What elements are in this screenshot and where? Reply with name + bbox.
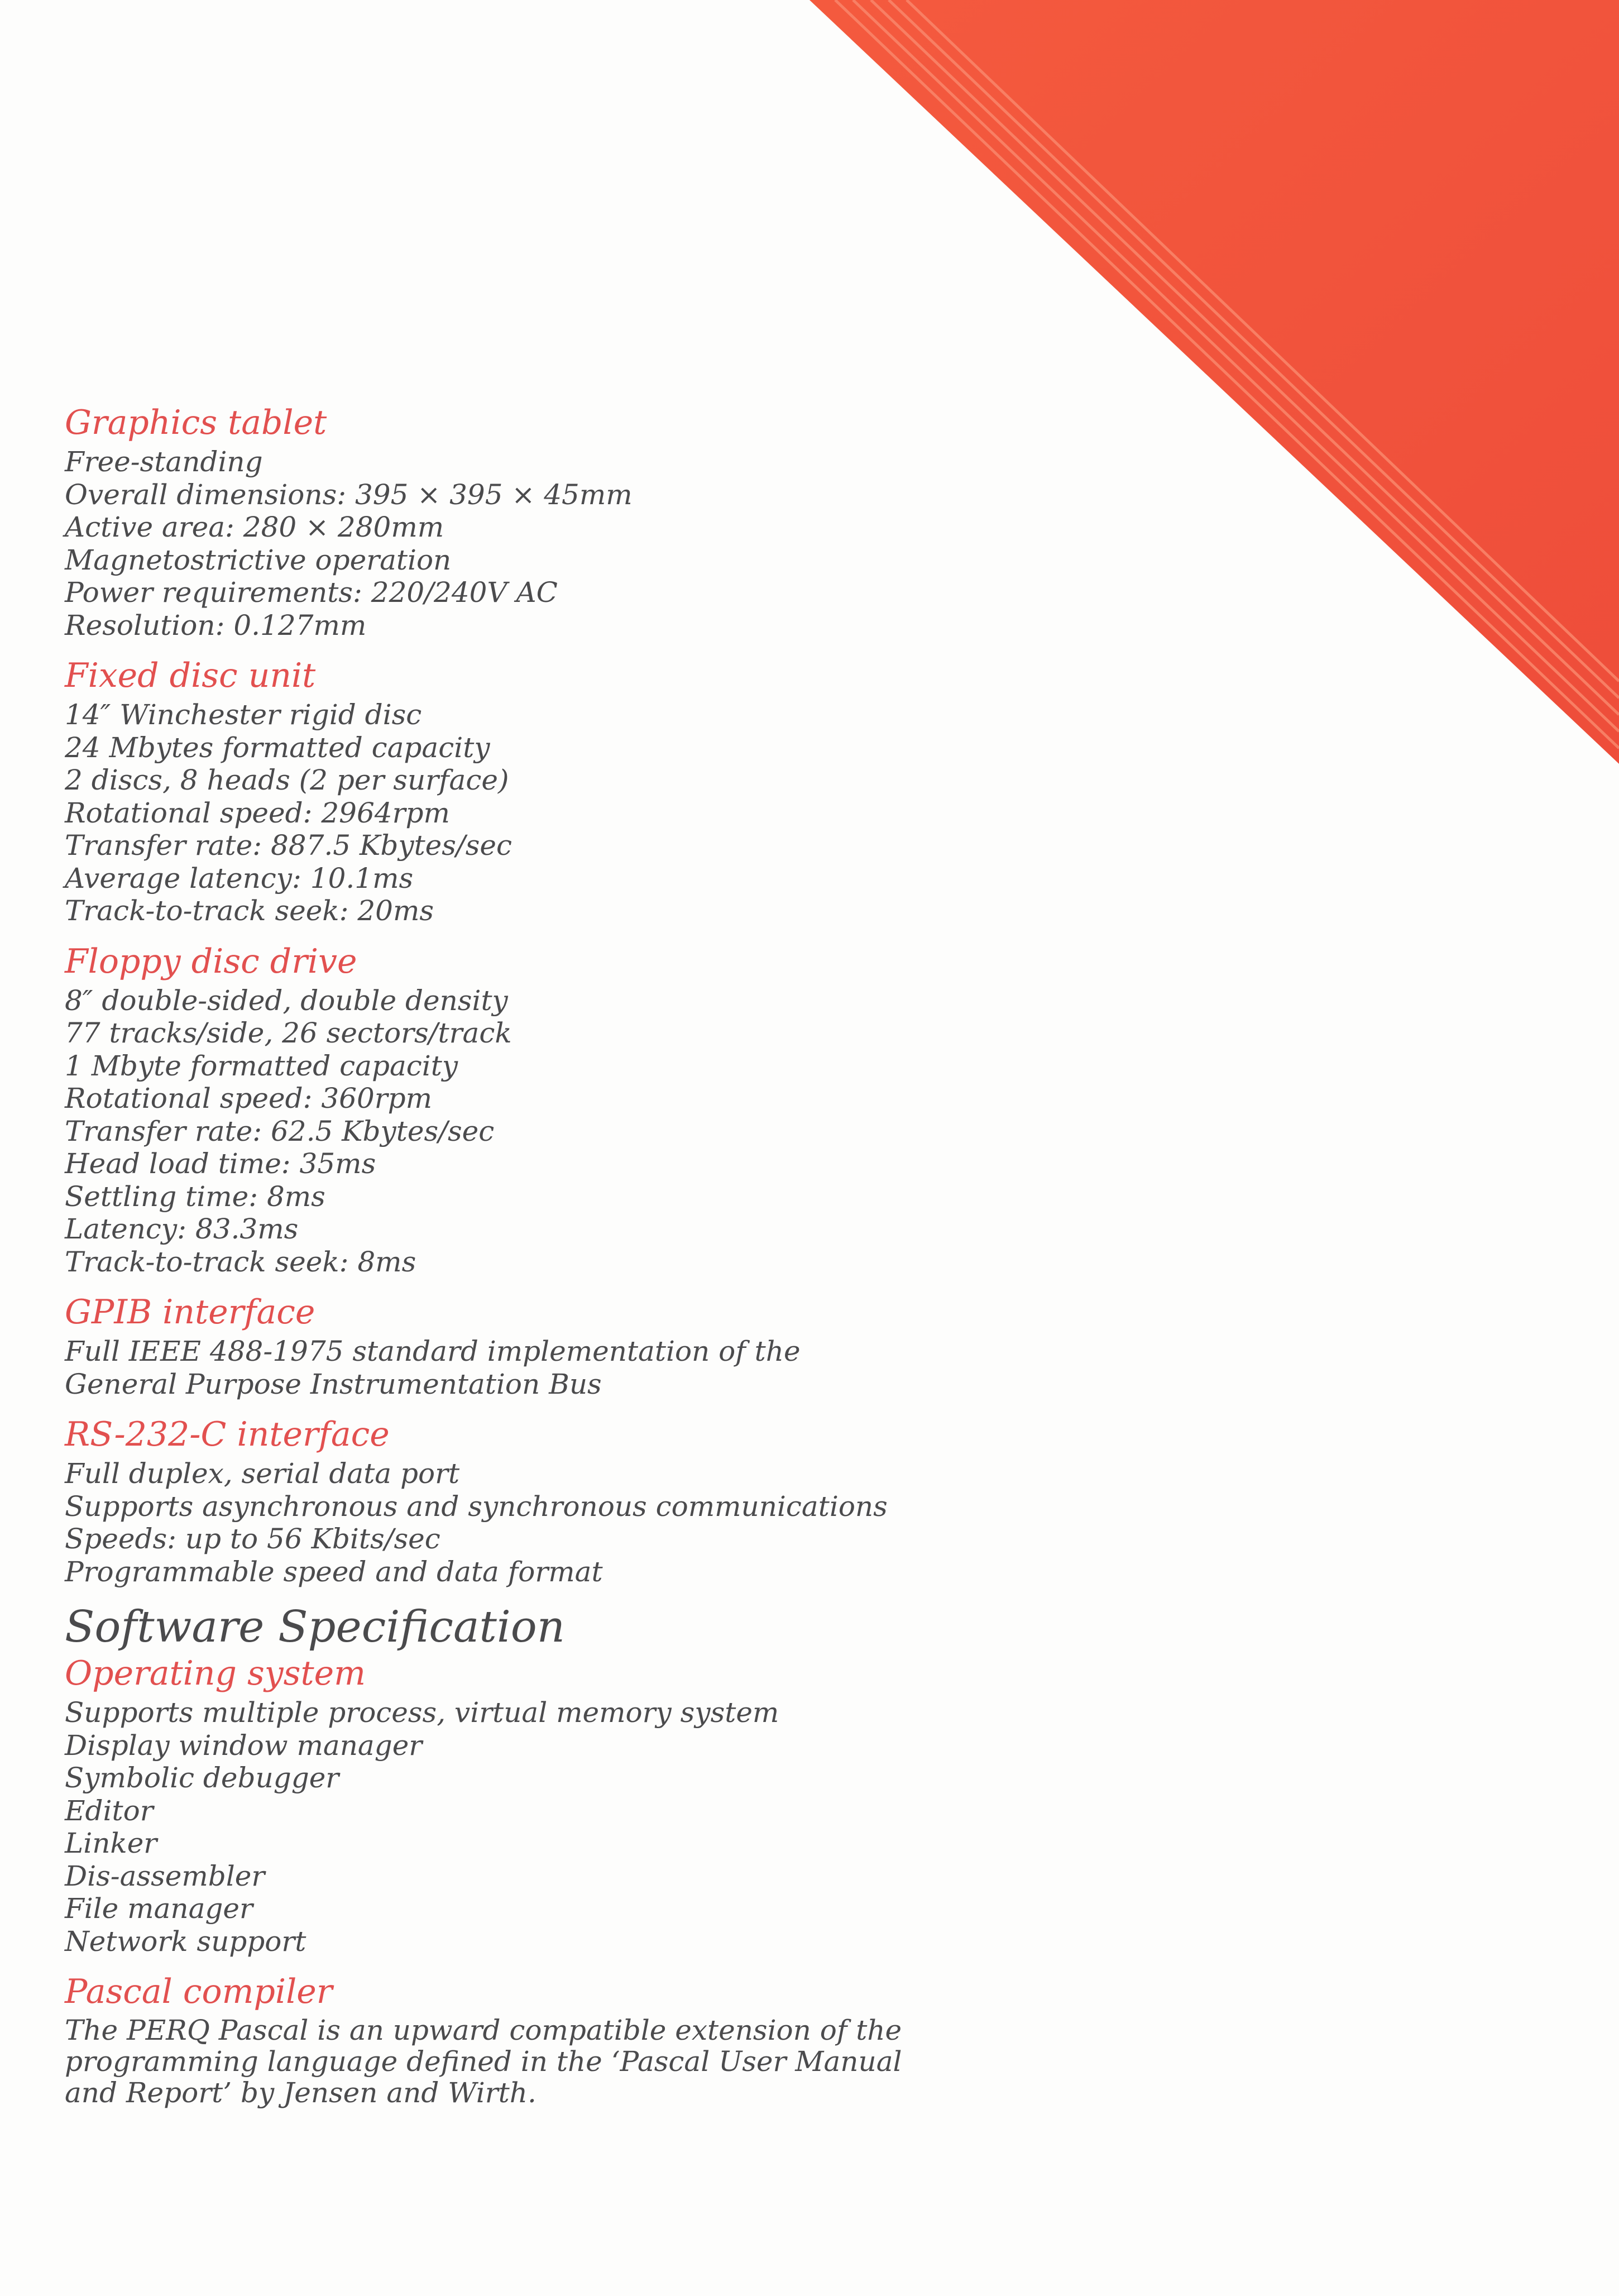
gpib-interface-heading: GPIB interface <box>65 1293 315 1332</box>
specification-content <box>65 400 902 2108</box>
gpib-interface-section <box>65 1289 902 1400</box>
spec-line: Speeds: up to 56 Kbits/sec <box>65 1523 440 1555</box>
pascal-compiler-heading: Pascal compiler <box>65 1972 333 2011</box>
pascal-description-line: and Report’ by Jensen and Wirth. <box>65 2077 537 2109</box>
spec-line: Magnetostrictive operation <box>65 543 452 576</box>
spec-line: Overall dimensions: 395 × 395 × 45mm <box>65 478 633 511</box>
spec-line: 77 tracks/side, 26 sectors/track <box>65 1017 512 1049</box>
spec-line: Free-standing <box>65 446 263 478</box>
fixed-disc-unit-heading: Fixed disc unit <box>65 656 316 695</box>
spec-line: Active area: 280 × 280mm <box>65 511 444 543</box>
spec-line: 1 Mbyte formatted capacity <box>65 1049 458 1082</box>
spec-line: Network support <box>65 1925 306 1958</box>
rs232c-interface-section <box>65 1412 902 1588</box>
spec-line: General Purpose Instrumentation Bus <box>65 1367 602 1400</box>
spec-line: Settling time: 8ms <box>65 1180 325 1213</box>
graphics-tablet-section <box>65 400 902 642</box>
spec-line: Resolution: 0.127mm <box>65 609 367 642</box>
spec-line: Linker <box>65 1827 157 1859</box>
spec-line: Track-to-track seek: 8ms <box>65 1245 416 1278</box>
rs232c-interface-heading: RS-232-C interface <box>65 1415 390 1454</box>
spec-line: Average latency: 10.1ms <box>65 862 414 895</box>
spec-line: Full duplex, serial data port <box>65 1457 460 1490</box>
spec-line: Supports multiple process, virtual memory system <box>65 1696 779 1729</box>
spec-line: Supports asynchronous and synchronous communications <box>65 1490 888 1523</box>
spec-line: Full IEEE 488-1975 standard implementation of the <box>65 1335 801 1367</box>
spec-line: Symbolic debugger <box>65 1762 339 1794</box>
operating-system-heading: Operating system <box>65 1654 366 1693</box>
spec-line: 14″ Winchester rigid disc <box>65 699 422 731</box>
floppy-disc-drive-section <box>65 939 902 1279</box>
graphics-tablet-heading: Graphics tablet <box>65 403 327 442</box>
spec-line: Track-to-track seek: 20ms <box>65 895 434 927</box>
spec-line: Dis-assembler <box>65 1859 265 1892</box>
spec-line: Power requirements: 220/240V AC <box>65 576 558 609</box>
spec-line: Rotational speed: 360rpm <box>65 1082 433 1114</box>
spec-line: 2 discs, 8 heads (2 per surface) <box>65 764 509 796</box>
pascal-description-line: programming language defined in the ‘Pascal User Manual <box>65 2045 902 2078</box>
pascal-description-line: The PERQ Pascal is an upward compatible extension of the <box>65 2014 902 2046</box>
spec-line: Programmable speed and data format <box>65 1555 603 1588</box>
operating-system-section <box>65 1651 902 1958</box>
fixed-disc-unit-section <box>65 653 902 927</box>
spec-line: 8″ double-sided, double density <box>65 984 508 1017</box>
spec-line: File manager <box>65 1892 253 1925</box>
spec-line: Transfer rate: 887.5 Kbytes/sec <box>65 829 512 862</box>
spec-line: Display window manager <box>65 1729 423 1762</box>
spec-line: Editor <box>65 1794 154 1827</box>
spec-line: Head load time: 35ms <box>65 1147 376 1180</box>
floppy-disc-drive-heading: Floppy disc drive <box>65 941 357 981</box>
spec-line: Transfer rate: 62.5 Kbytes/sec <box>65 1114 495 1147</box>
spec-line: 24 Mbytes formatted capacity <box>65 731 490 764</box>
spec-line: Rotational speed: 2964rpm <box>65 796 450 829</box>
software-specification-title: Software Specification <box>65 1602 565 1652</box>
pascal-compiler-section <box>65 1969 902 2108</box>
spec-line: Latency: 83.3ms <box>65 1213 299 1245</box>
